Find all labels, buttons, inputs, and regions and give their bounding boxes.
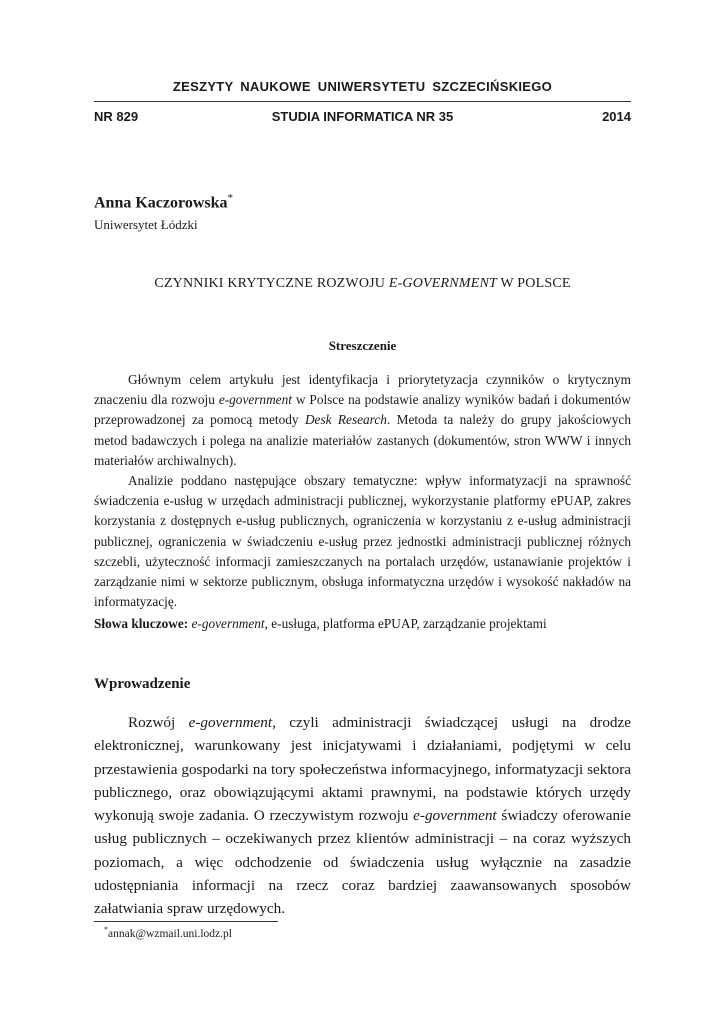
keywords-line [94,616,631,632]
abstract-p1-text-a: Głównym celem artykułu jest identyfikacja i priorytetyzacja czynników o krytycznym znaczeniu dla rozwoju [94,372,631,408]
publication-year: 2014 [602,109,631,124]
series-name: STUDIA INFORMATICA NR 35 [271,109,454,124]
author-footnote-mark: * [227,192,233,204]
author-name-text: Anna Kaczorowska [94,194,228,212]
intro-italic-1: e-government [188,714,273,731]
footnote-rule [94,921,278,922]
keywords-rest: , e-usługa, platforma ePUAP, zarządzanie projektami [264,616,547,631]
footnote [104,925,232,940]
abstract-paragraph-2: Analizie poddano następujące obszary tematyczne: wpływ informatyzacji na sprawność świadczenia e-usług w urzędach administracji publicznej, wykorzystanie platformy ePUAP, zakres korzystania z dostępnych e-usług publicznych, ograniczenia w korzystaniu z e-usług administracji publicznej, ograniczenia w świadczeniu e-usług przez jednostki administracji publicznej różnych szczebli, użyteczność informacji zamieszczanych na portalach urzędów, ustanawianie projektów i zarządzanie nimi w sektorze publicznym, obsługa informatyczna urzędów i wysokość nakładów na informatyzację. [94,473,631,610]
introduction-body [94,711,631,921]
intro-text-b: , czyli administracji świadczącej usługi na drodze elektronicznej, warunkowany jest inicjatywami i działaniami, podjętymi w celu przestawienia gospodarki na tory społeczeństwa informacyjnego, informatyzacji sektora publicznego, oraz obowiązującymi aktami prawnymi, na podstawie których urzędy wykonują swoje zadania. O rzeczywistym rozwoju [94,714,631,825]
introduction-paragraph [94,711,631,921]
intro-italic-2: e-government [413,807,497,825]
abstract-p1-text-b: w Polsce na podstawie analizy wyników badań i dokumentów przeprowadzonej za pomocą metody [94,392,631,428]
title-part-2: W POLSCE [496,276,571,291]
title-part-1: CZYNNIKI KRYTYCZNE ROZWOJU [154,276,389,291]
paper-title [94,276,631,292]
intro-text-c: świadczy oferowanie usług publicznych – oczekiwanych przez klientów administracji – na coraz wyższych poziomach, a więc odchodzenie od świadczenia usług wyłącznie na zasadzie udostępniania informacji na rzecz coraz bardziej zaawansowanych sposobów załatwiania spraw urzędowych. [94,807,631,918]
footnote-email: annak@wzmail.uni.lodz.pl [108,927,232,940]
header-rule [94,101,631,102]
issue-number: NR 829 [94,109,139,124]
abstract-p1-italic-1: e-government [218,392,292,408]
author-affiliation: Uniwersytet Łódzki [94,217,198,232]
abstract-heading: Streszczenie [328,338,397,353]
author-name [94,192,233,212]
introduction-heading: Wprowadzenie [94,676,191,692]
abstract-p1-text-c: . Metoda ta należy do grupy jakościowych metod badawczych i polega na analizie materiałów zastanych (dokumentów, stron WWW i innych materiałów archiwalnych). [94,412,631,468]
keywords-italic: e-government [191,616,265,631]
abstract-body [94,370,631,612]
journal-title: ZESZYTY NAUKOWE UNIWERSYTETU SZCZECIŃSKIEGO [172,79,553,94]
keywords-label: Słowa kluczowe: [94,616,189,631]
abstract-paragraph-1 [94,370,631,471]
footnote-mark: * [104,925,108,934]
title-italic: E-GOVERNMENT [388,276,497,291]
intro-text-a: Rozwój [128,714,189,731]
abstract-p1-italic-2: Desk Research [304,412,387,428]
